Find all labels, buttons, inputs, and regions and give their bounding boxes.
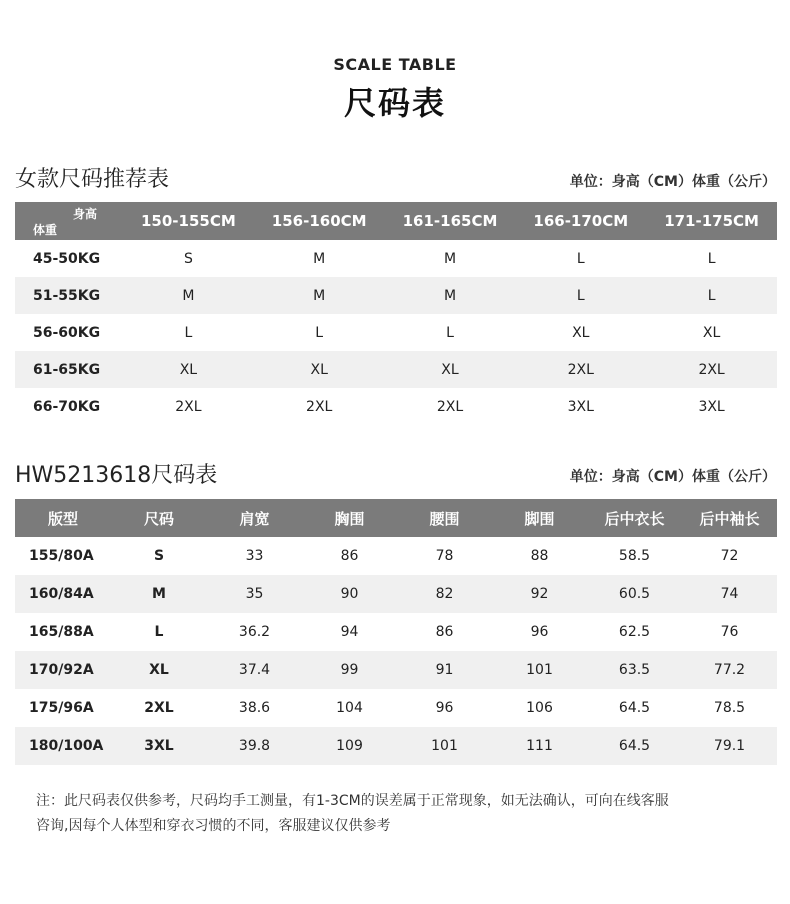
measurement-cell: 91 bbox=[397, 651, 492, 689]
measurement-cell: 72 bbox=[682, 537, 777, 575]
measurement-cell: 37.4 bbox=[207, 651, 302, 689]
section2-title: HW5213618尺码表 bbox=[15, 463, 218, 488]
product-size-table bbox=[15, 499, 777, 765]
table1-header-row bbox=[15, 202, 777, 240]
measurement-cell: 62.5 bbox=[587, 613, 682, 651]
womens-size-recommendation-table bbox=[15, 202, 777, 425]
size-cell: XL bbox=[385, 351, 516, 388]
fit-type-cell: 155/80A bbox=[15, 537, 111, 575]
measurement-cell: 35 bbox=[207, 575, 302, 613]
weight-range-cell: 66-70KG bbox=[15, 388, 123, 425]
table1-col-header: 166-170CM bbox=[533, 212, 629, 230]
measurement-cell: 86 bbox=[302, 537, 397, 575]
measurement-cell: 60.5 bbox=[587, 575, 682, 613]
measurement-cell: 78.5 bbox=[682, 689, 777, 727]
measurement-cell: 86 bbox=[397, 613, 492, 651]
measurement-cell: 92 bbox=[492, 575, 587, 613]
size-cell: XL bbox=[515, 314, 646, 351]
weight-range-cell: 45-50KG bbox=[15, 240, 123, 277]
measurement-cell: 104 bbox=[302, 689, 397, 727]
size-cell: 3XL bbox=[646, 388, 777, 425]
fit-type-cell: 170/92A bbox=[15, 651, 111, 689]
table1-col-header: 156-160CM bbox=[271, 212, 367, 230]
size-cell: L bbox=[254, 314, 385, 351]
section1-title: 女款尺码推荐表 bbox=[15, 167, 170, 192]
footnote-line-1: 注：此尺码表仅供参考，尺码均手工测量，有1-3CM的误差属于正常现象，如无法确认，可向在线客服 bbox=[36, 793, 669, 809]
table2-col-header: 脚围 bbox=[524, 509, 555, 528]
measurement-cell: 79.1 bbox=[682, 727, 777, 765]
table2-col-header: 后中袖长 bbox=[699, 509, 760, 528]
measurement-cell: 111 bbox=[492, 727, 587, 765]
measurement-cell: 74 bbox=[682, 575, 777, 613]
size-cell: L bbox=[646, 240, 777, 277]
size-label-cell: S bbox=[111, 537, 207, 575]
footnote bbox=[36, 789, 766, 839]
table1-col-header: 161-165CM bbox=[402, 212, 498, 230]
size-cell: XL bbox=[646, 314, 777, 351]
size-cell: L bbox=[515, 240, 646, 277]
size-cell: 2XL bbox=[646, 351, 777, 388]
measurement-cell: 36.2 bbox=[207, 613, 302, 651]
measurement-cell: 96 bbox=[397, 689, 492, 727]
table2-col-header: 胸围 bbox=[334, 509, 365, 528]
weight-range-cell: 51-55KG bbox=[15, 277, 123, 314]
table2-col-header: 肩宽 bbox=[239, 509, 270, 528]
table1-corner-cell bbox=[15, 202, 123, 240]
fit-type-cell: 175/96A bbox=[15, 689, 111, 727]
table1-row bbox=[15, 314, 777, 351]
table2-row bbox=[15, 613, 777, 651]
table1-row bbox=[15, 277, 777, 314]
fit-type-cell: 180/100A bbox=[15, 727, 111, 765]
measurement-cell: 101 bbox=[397, 727, 492, 765]
size-cell: M bbox=[385, 240, 516, 277]
section1-unit-note: 单位：身高（CM）体重（公斤） bbox=[569, 174, 776, 190]
size-cell: M bbox=[123, 277, 254, 314]
size-cell: L bbox=[515, 277, 646, 314]
measurement-cell: 76 bbox=[682, 613, 777, 651]
corner-weight-label: 体重 bbox=[33, 223, 58, 237]
size-cell: 2XL bbox=[254, 388, 385, 425]
table2-row bbox=[15, 727, 777, 765]
measurement-cell: 63.5 bbox=[587, 651, 682, 689]
measurement-cell: 64.5 bbox=[587, 689, 682, 727]
header-chinese-title: 尺码表 bbox=[343, 84, 446, 122]
size-label-cell: M bbox=[111, 575, 207, 613]
size-cell: L bbox=[123, 314, 254, 351]
measurement-cell: 94 bbox=[302, 613, 397, 651]
footnote-line-2: 咨询,因每个人体型和穿衣习惯的不同，客服建议仅供参考 bbox=[36, 818, 391, 834]
table2-row bbox=[15, 575, 777, 613]
measurement-cell: 96 bbox=[492, 613, 587, 651]
size-cell: 2XL bbox=[123, 388, 254, 425]
size-cell: 2XL bbox=[515, 351, 646, 388]
table1-row bbox=[15, 240, 777, 277]
size-cell: L bbox=[646, 277, 777, 314]
table2-col-header: 版型 bbox=[47, 509, 78, 528]
size-cell: 3XL bbox=[515, 388, 646, 425]
size-cell: M bbox=[254, 277, 385, 314]
header-english-title: SCALE TABLE bbox=[333, 55, 457, 74]
size-cell: 2XL bbox=[385, 388, 516, 425]
measurement-cell: 101 bbox=[492, 651, 587, 689]
fit-type-cell: 160/84A bbox=[15, 575, 111, 613]
measurement-cell: 78 bbox=[397, 537, 492, 575]
measurement-cell: 82 bbox=[397, 575, 492, 613]
section2-unit-note: 单位：身高（CM）体重（公斤） bbox=[569, 469, 776, 485]
size-label-cell: L bbox=[111, 613, 207, 651]
size-label-cell: 2XL bbox=[111, 689, 207, 727]
corner-height-label: 身高 bbox=[73, 207, 98, 221]
size-cell: S bbox=[123, 240, 254, 277]
measurement-cell: 106 bbox=[492, 689, 587, 727]
table2-row bbox=[15, 689, 777, 727]
table2-row bbox=[15, 537, 777, 575]
measurement-cell: 38.6 bbox=[207, 689, 302, 727]
measurement-cell: 58.5 bbox=[587, 537, 682, 575]
measurement-cell: 90 bbox=[302, 575, 397, 613]
table2-col-header: 尺码 bbox=[143, 509, 174, 528]
measurement-cell: 33 bbox=[207, 537, 302, 575]
measurement-cell: 109 bbox=[302, 727, 397, 765]
measurement-cell: 64.5 bbox=[587, 727, 682, 765]
measurement-cell: 88 bbox=[492, 537, 587, 575]
table1-col-header: 171-175CM bbox=[664, 212, 759, 230]
table2-row bbox=[15, 651, 777, 689]
size-label-cell: XL bbox=[111, 651, 207, 689]
weight-range-cell: 61-65KG bbox=[15, 351, 123, 388]
table2-header-row bbox=[15, 499, 777, 537]
table1-row bbox=[15, 388, 777, 425]
size-cell: XL bbox=[123, 351, 254, 388]
table2-col-header: 后中衣长 bbox=[604, 509, 665, 528]
size-cell: L bbox=[385, 314, 516, 351]
size-cell: M bbox=[385, 277, 516, 314]
size-cell: XL bbox=[254, 351, 385, 388]
measurement-cell: 99 bbox=[302, 651, 397, 689]
measurement-cell: 77.2 bbox=[682, 651, 777, 689]
table2-col-header: 腰围 bbox=[429, 509, 460, 528]
measurement-cell: 39.8 bbox=[207, 727, 302, 765]
fit-type-cell: 165/88A bbox=[15, 613, 111, 651]
size-cell: M bbox=[254, 240, 385, 277]
weight-range-cell: 56-60KG bbox=[15, 314, 123, 351]
size-label-cell: 3XL bbox=[111, 727, 207, 765]
table1-col-header: 150-155CM bbox=[141, 212, 236, 230]
table1-row bbox=[15, 351, 777, 388]
